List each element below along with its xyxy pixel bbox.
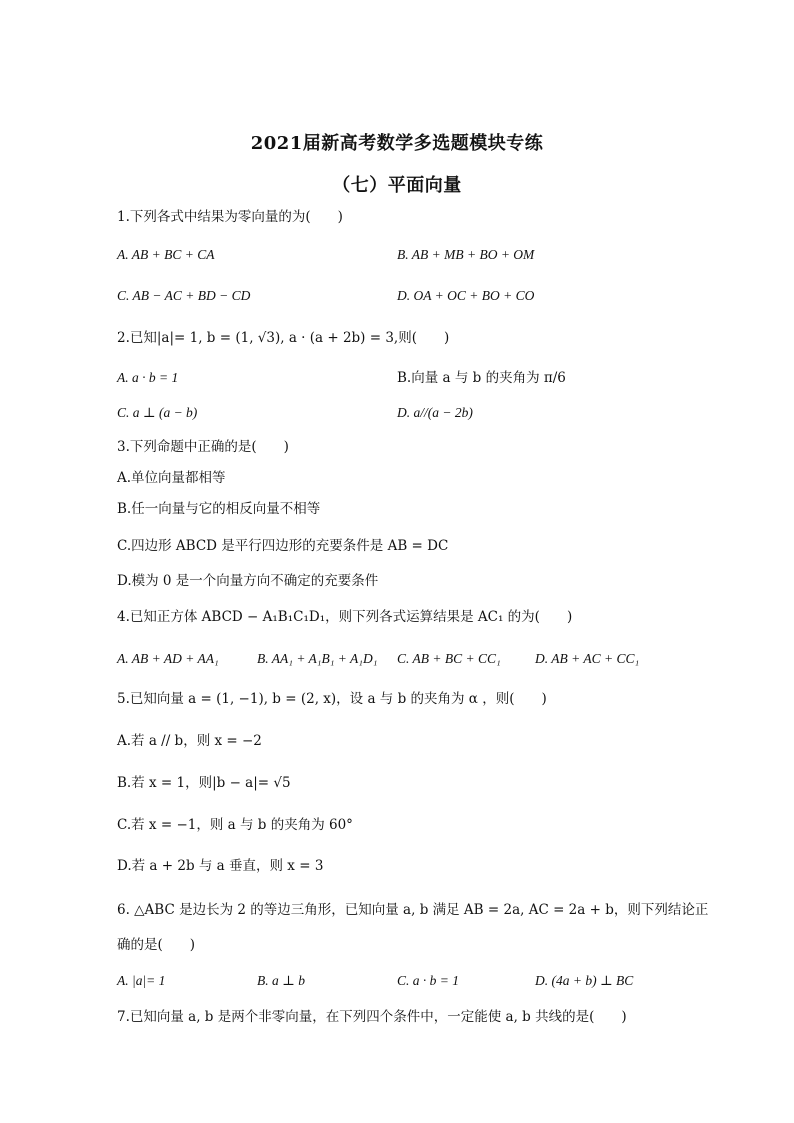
question-1-stem: 1.下列各式中结果为零向量的为( ) [117, 209, 343, 225]
question-6-stem: 6. △ABC 是边长为 2 的等边三角形，已知向量 a, b 满足 AB = 2a, AC = 2a + b，则下列结论正 [117, 902, 709, 918]
question-5-option-c: C.若 x = −1，则 a 与 b 的夹角为 60° [117, 817, 353, 833]
question-3-option-b: B.任一向量与它的相反向量不相等 [117, 501, 321, 517]
question-6-option-b: B. a ⊥ b [257, 973, 305, 988]
question-3-option-d: D.模为 0 是一个向量方向不确定的充要条件 [117, 573, 379, 589]
question-2-option-a: A. a · b = 1 [117, 370, 179, 385]
question-1-option-a: A. AB + BC + CA [117, 247, 215, 262]
question-2-option-b: B.向量 a 与 b 的夹角为 π/6 [397, 370, 566, 386]
question-4-option-d: D. AB + AC + CC₁ [535, 651, 640, 666]
question-5-stem: 5.已知向量 a = (1, −1), b = (2, x)，设 a 与 b 的夹角为 α ，则( ) [117, 691, 547, 707]
question-3-option-c: C.四边形 ABCD 是平行四边形的充要条件是 AB = DC [117, 538, 449, 554]
question-4-stem: 4.已知正方体 ABCD − A₁B₁C₁D₁，则下列各式运算结果是 AC₁ 的为( ) [117, 609, 573, 625]
question-1-option-d: D. OA + OC + BO + CO [397, 288, 535, 303]
question-6-stem-continued: 确的是( ) [117, 937, 196, 953]
question-6-option-d: D. (4a + b) ⊥ BC [535, 973, 634, 988]
question-1-option-c: C. AB − AC + BD − CD [117, 288, 251, 303]
question-2-option-d: D. a//(a − 2b) [397, 405, 473, 420]
question-5-option-d: D.若 a + 2b 与 a 垂直，则 x = 3 [117, 858, 324, 874]
question-4-option-a: A. AB + AD + AA₁ [117, 651, 219, 666]
question-2-stem: 2.已知|a|= 1, b = (1, √3), a · (a + 2b) = 3,则( ) [117, 330, 450, 346]
document-title: 2021届新高考数学多选题模块专练 [250, 133, 544, 154]
question-1-option-b: B. AB + MB + BO + OM [397, 247, 535, 262]
question-4-option-c: C. AB + BC + CC₁ [397, 651, 501, 666]
question-4-option-b: B. AA₁ + A₁B₁ + A₁D₁ [257, 651, 378, 666]
question-6-option-c: C. a · b = 1 [397, 973, 459, 988]
question-5-option-b: B.若 x = 1，则|b − a|= √5 [117, 775, 291, 791]
question-3-stem: 3.下列命题中正确的是( ) [117, 439, 289, 455]
question-2-option-c: C. a ⊥ (a − b) [117, 405, 198, 420]
document-subtitle: （七）平面向量 [332, 175, 462, 196]
question-3-option-a: A.单位向量都相等 [117, 470, 226, 486]
question-5-option-a: A.若 a // b，则 x = −2 [117, 733, 262, 749]
question-6-option-a: A. |a|= 1 [117, 973, 166, 988]
question-7-stem: 7.已知向量 a, b 是两个非零向量，在下列四个条件中，一定能使 a, b 共线的是( ) [117, 1009, 627, 1025]
